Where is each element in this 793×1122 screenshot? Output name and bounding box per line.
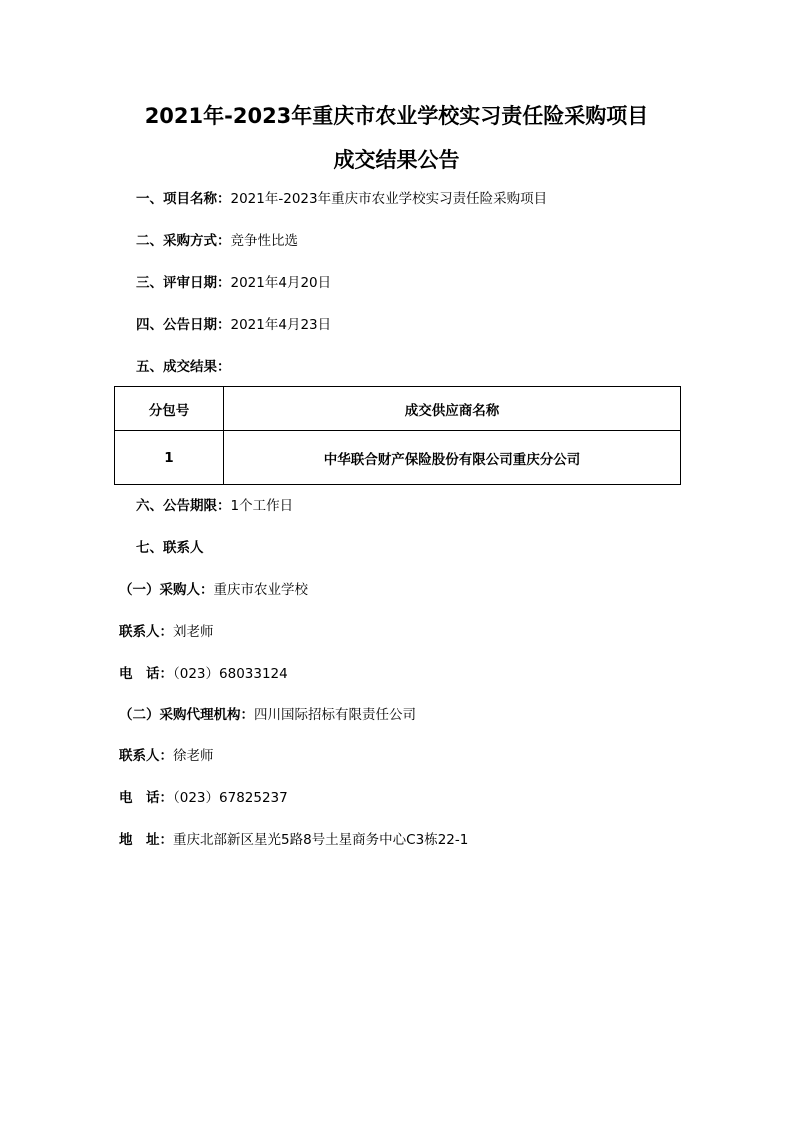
procurement-method-value: 竞争性比选 <box>230 233 298 249</box>
purchaser-contact-label: 联系人： <box>119 624 173 640</box>
announce-period-value: 1个工作日 <box>230 498 294 514</box>
result-heading: 五、成交结果： <box>136 359 231 375</box>
announce-date-line <box>136 316 331 334</box>
purchaser-name: 重庆市农业学校 <box>213 582 308 598</box>
announcement-subtitle: 成交结果公告 <box>333 148 460 172</box>
agency-label: （二）采购代理机构： <box>119 707 254 723</box>
announce-period-line <box>136 497 293 515</box>
agency-line <box>119 706 416 724</box>
purchaser-phone-line <box>119 665 288 683</box>
agency-address-line <box>119 831 468 849</box>
agency-contact-name: 徐老师 <box>173 748 214 764</box>
purchaser-line <box>119 581 308 599</box>
purchaser-contact-line <box>119 623 214 641</box>
agency-address-label: 地 址： <box>119 832 173 848</box>
purchaser-phone-value: （023）68033124 <box>173 666 288 682</box>
agency-address-value: 重庆北部新区星光5路8号土星商务中心C3栋22-1 <box>173 832 469 848</box>
announce-date-value: 2021年4月23日 <box>230 317 332 333</box>
announcement-title: 2021年-2023年重庆市农业学校实习责任险采购项目 <box>144 104 649 128</box>
purchaser-label: （一）采购人： <box>119 582 214 598</box>
table-header-supplier: 成交供应商名称 <box>224 387 681 431</box>
agency-contact-label: 联系人： <box>119 748 173 764</box>
agency-phone-line <box>119 789 288 807</box>
agency-phone-value: （023）67825237 <box>173 790 288 806</box>
project-name-value: 2021年-2023年重庆市农业学校实习责任险采购项目 <box>230 191 548 207</box>
announce-period-label: 六、公告期限： <box>136 498 231 514</box>
announce-date-label: 四、公告日期： <box>136 317 231 333</box>
review-date-value: 2021年4月20日 <box>230 275 332 291</box>
purchaser-contact-name: 刘老师 <box>173 624 214 640</box>
project-name-label: 一、项目名称： <box>136 191 231 207</box>
purchaser-phone-label: 电 话： <box>119 666 173 682</box>
agency-phone-label: 电 话： <box>119 790 173 806</box>
procurement-method-line <box>136 232 298 250</box>
procurement-method-label: 二、采购方式： <box>136 233 231 249</box>
table-header-row <box>115 387 681 431</box>
table-header-package: 分包号 <box>115 387 224 431</box>
table-cell-supplier: 中华联合财产保险股份有限公司重庆分公司 <box>224 431 681 485</box>
agency-contact-line <box>119 747 214 765</box>
review-date-line <box>136 274 331 292</box>
result-table <box>114 386 681 485</box>
agency-name: 四川国际招标有限责任公司 <box>254 707 416 723</box>
contacts-heading: 七、联系人 <box>136 540 204 556</box>
review-date-label: 三、评审日期： <box>136 275 231 291</box>
table-row <box>115 431 681 485</box>
project-name-line <box>136 190 547 208</box>
table-cell-package: 1 <box>115 431 224 485</box>
